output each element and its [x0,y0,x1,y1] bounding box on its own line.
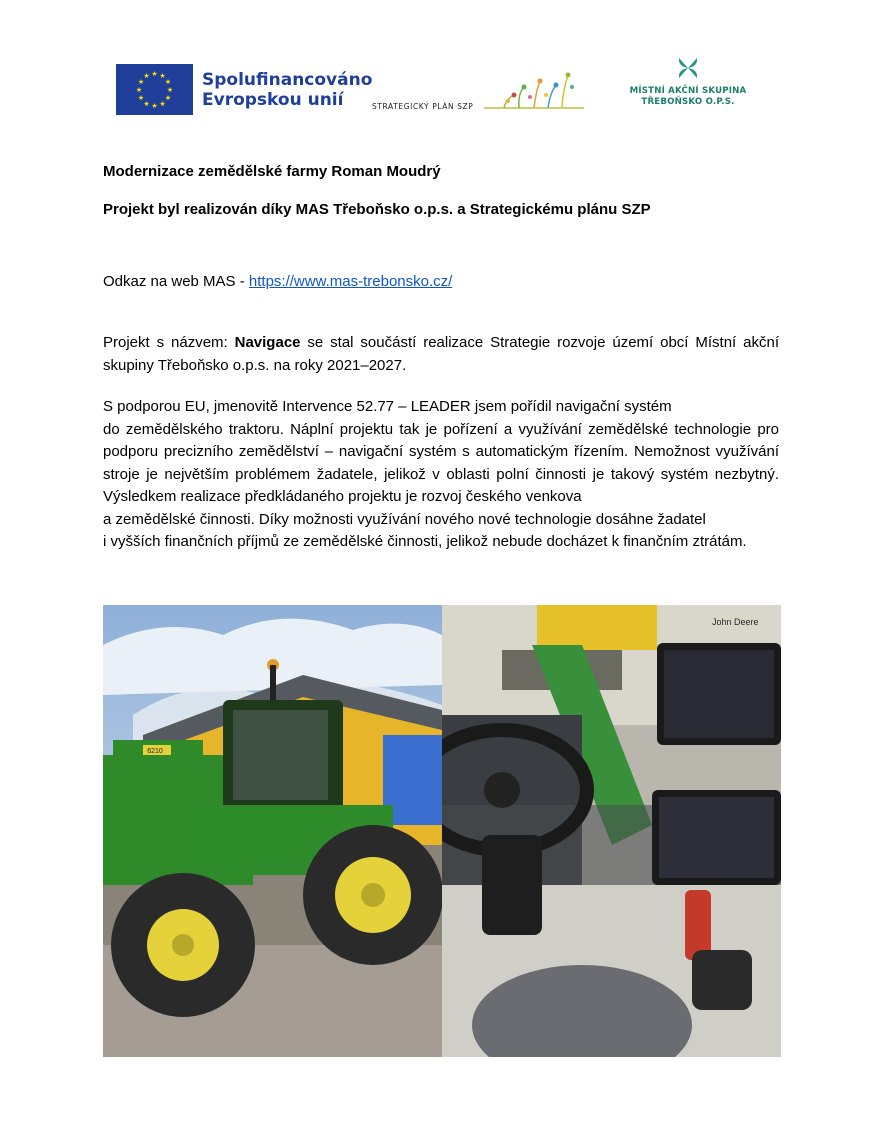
project-paragraph [103,332,779,377]
svg-text:★: ★ [135,87,143,94]
svg-text:★: ★ [166,87,174,94]
svg-text:★: ★ [159,73,166,80]
svg-text:★: ★ [151,71,158,78]
svg-text:★: ★ [143,101,150,108]
mas-logo-line1: MÍSTNÍ AKČNÍ SKUPINA [629,86,747,96]
svg-text:★: ★ [137,79,145,86]
mas-link-line [103,271,779,294]
para2-part3: a zemědělské činnosti. Díky možnosti využívání nového nové technologie dosáhne žadatel [103,510,706,528]
document-subtitle: Projekt byl realizován díky MAS Třeboňsko o.p.s. a Strategickému plánu SZP [103,201,651,218]
para1-prefix: Projekt s názvem: [103,334,235,351]
header-logos [116,55,756,125]
para2-part2: do zemědělského traktoru. Náplní projektu tak je pořízení a využívání zemědělské technologie pro podporu precizního zemědělství – navigační systém s automatickým řízením. Nemožnost využívání stroje je největším problémem žadatele, jelikož v oblasti polní činnosti je takový systém nezbytný. Výsledkem realizace předkládaného projektu je rozvoj českého venkova [103,420,779,505]
eu-logo-text [202,70,372,110]
para2-part4: i vyšších finančních příjmů ze zemědělské činnosti, jelikož nebude docházet k finančním ztrátám. [103,533,747,550]
szp-logo [372,69,592,111]
tractor-model-badge: 6210 [147,748,163,755]
mas-trebonsko-logo [618,55,758,108]
szp-plants-icon [484,69,584,111]
link-prefix: Odkaz na web MAS - [103,273,249,290]
eu-cofinanced-logo [116,64,372,115]
project-name: Navigace [234,334,301,351]
szp-label: STRATEGICKÝ PLÁN SZP [372,102,474,111]
svg-text:★: ★ [164,79,172,86]
para2-line1: S podporou EU, jmenovitě Intervence 52.77 – LEADER jsem pořídil navigační systém [103,398,672,415]
eu-flag-icon [116,64,193,115]
cabin-brand-label: John Deere [712,617,759,627]
svg-text:★: ★ [159,101,166,108]
support-paragraph [103,396,779,554]
tractor-cabin-photo [442,605,781,1057]
mas-logo-line2: TŘEBOŇSKO O.P.S. [641,97,735,107]
svg-text:★: ★ [151,103,158,110]
mas-leaves-icon [675,55,701,81]
mas-website-link[interactable]: https://www.mas-trebonsko.cz/ [248,273,453,290]
svg-text:★: ★ [143,73,150,80]
svg-text:★: ★ [164,95,172,102]
eu-logo-line1: Spolufinancováno [202,69,373,90]
para1-rest: se stal součástí realizace Strategie rozvoje území obcí Místní akční skupiny Třeboňsko o.p.s. na roky 2021–2027. [103,334,779,374]
document-title: Modernizace zemědělské farmy Roman Moudrý [103,163,441,180]
svg-text:★: ★ [137,95,145,102]
eu-logo-line2: Evropskou unií [202,89,344,110]
tractor-exterior-photo [103,605,442,1057]
photo-gallery [103,605,781,1057]
